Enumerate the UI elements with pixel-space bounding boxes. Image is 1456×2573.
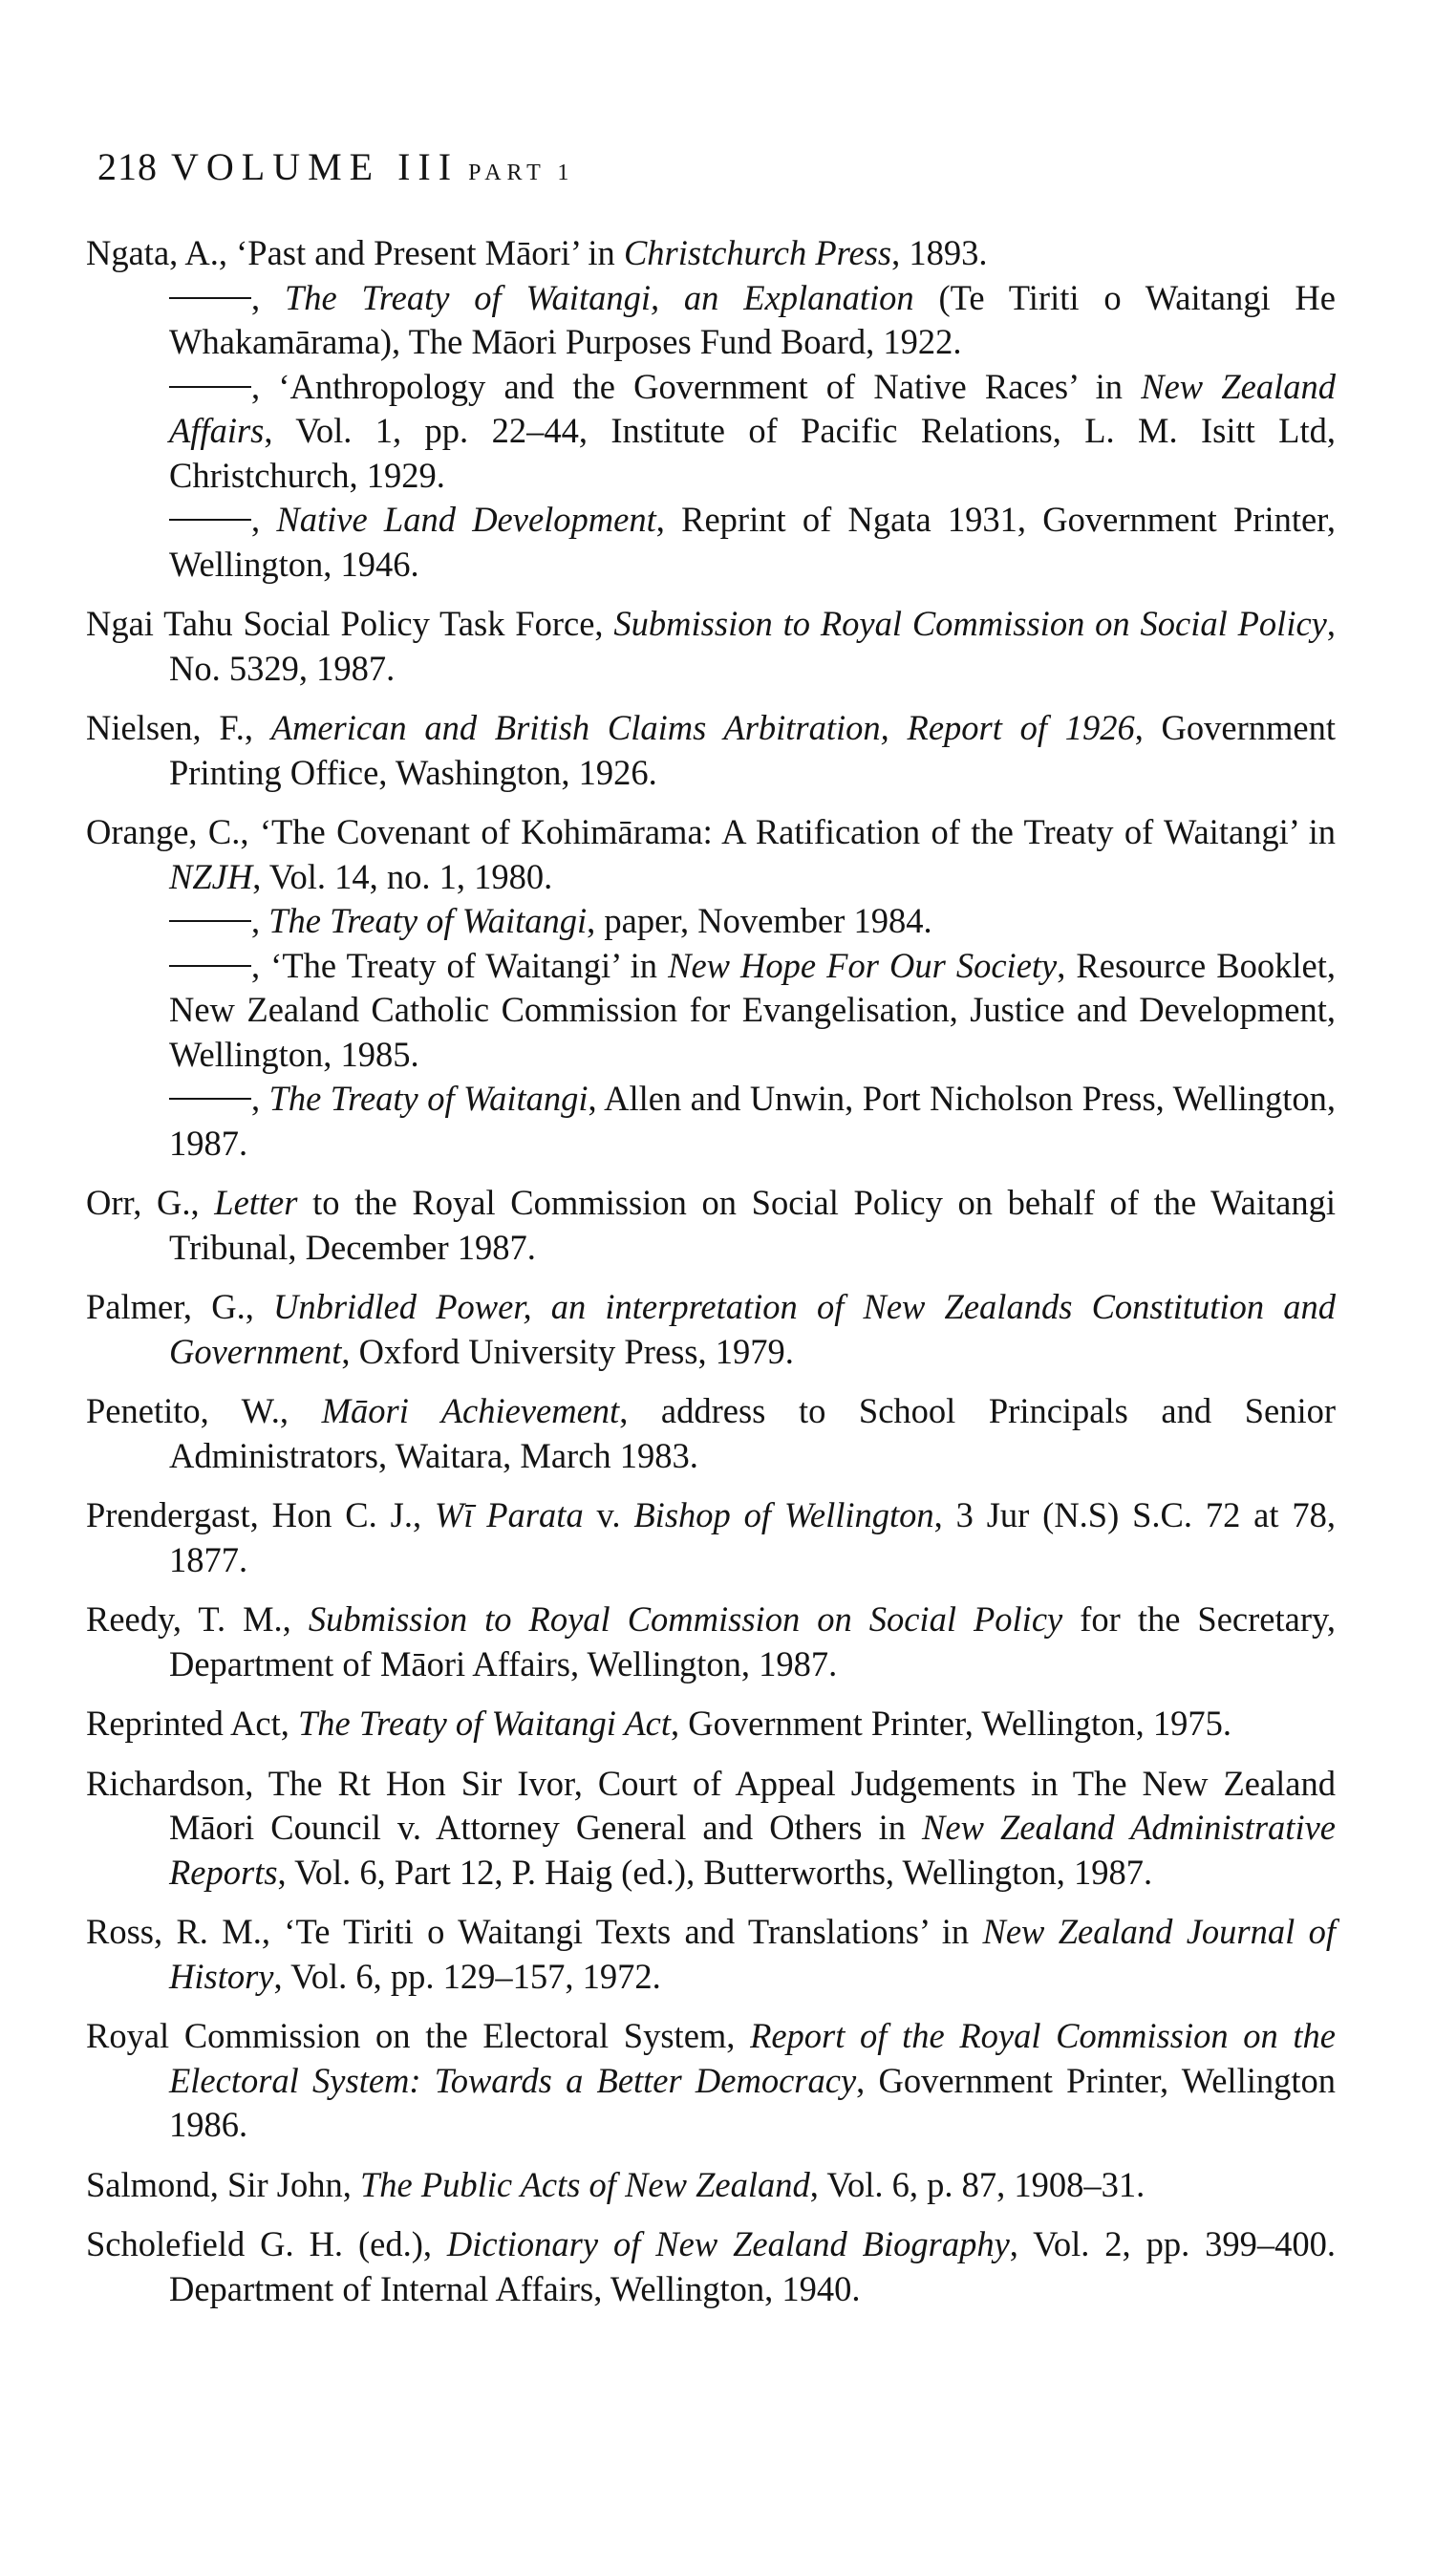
entry-text: , Vol. 1, pp. 22–44, Institute of Pacific Relations, L. M. Isitt Ltd, Christchurch, 1929. bbox=[169, 411, 1336, 495]
entry-text: , bbox=[251, 901, 269, 940]
entry-text: Nielsen, F., bbox=[86, 708, 271, 747]
entry-title-italic: New Zealand Administrative Reports bbox=[169, 1808, 1336, 1892]
bibliography-entry bbox=[86, 1181, 1336, 1270]
entry-text: Richardson, The Rt Hon Sir Ivor, Court of Appeal Judgements in The New Zealand Māori Council v. Attorney General and Others in bbox=[86, 1763, 1336, 1847]
entry-text: , ‘The Treaty of Waitangi’ in bbox=[251, 945, 669, 985]
entry-text: Reprinted Act, bbox=[86, 1704, 298, 1743]
page-number: 218 bbox=[97, 145, 158, 188]
bibliography-entry bbox=[86, 1285, 1336, 1374]
bibliography-entry bbox=[86, 1702, 1336, 1747]
entry-text: , Allen and Unwin, Port Nicholson Press, Wellington, 1987. bbox=[169, 1079, 1336, 1163]
entry-text: for the Secretary, Department of Māori Affairs, Wellington, 1987. bbox=[169, 1599, 1336, 1683]
bibliography-entry bbox=[86, 706, 1336, 795]
entry-title-italic: Bishop of Wellington bbox=[633, 1495, 934, 1534]
running-head bbox=[97, 143, 574, 197]
entry-text: Salmond, Sir John, bbox=[86, 2164, 360, 2204]
entry-text: (Te Tiriti o Waitangi He Whakamārama), The Māori Purposes Fund Board, 1922. bbox=[169, 277, 1336, 361]
entry-title-italic: The Public Acts of New Zealand bbox=[359, 2164, 810, 2204]
bibliography-entry bbox=[86, 1389, 1336, 1478]
bibliography-entry bbox=[86, 1493, 1336, 1582]
entry-text: , Oxford University Press, 1979. bbox=[341, 1331, 794, 1371]
entry-text: , bbox=[251, 1079, 269, 1118]
repeat-author-dash bbox=[169, 386, 251, 388]
repeat-author-dash bbox=[169, 1098, 251, 1100]
entry-text: , Vol. 6, pp. 129–157, 1972. bbox=[273, 1956, 661, 1996]
bibliography-entry bbox=[86, 944, 1336, 1078]
entry-title-italic: Native Land Development bbox=[276, 500, 656, 539]
entry-text: Ngata, A., ‘Past and Present Māori’ in bbox=[86, 233, 624, 272]
entry-title-italic: Māori Achievement bbox=[321, 1391, 620, 1430]
bibliography-entry bbox=[86, 602, 1336, 691]
entry-text: Palmer, G., bbox=[86, 1287, 273, 1326]
entry-title-italic: The Treaty of Waitangi, an Explanation bbox=[284, 277, 914, 317]
repeat-author-dash bbox=[169, 965, 251, 967]
entry-title-italic: Submission to Royal Commission on Social Policy bbox=[308, 1599, 1063, 1639]
entry-text: Orange, C., ‘The Covenant of Kohimārama: A Ratification of the Treaty of Waitangi’ in bbox=[86, 812, 1336, 851]
entry-title-italic: The Treaty of Waitangi bbox=[268, 901, 588, 940]
entry-text: Prendergast, Hon C. J., bbox=[86, 1495, 435, 1534]
bibliography-entry bbox=[86, 2014, 1336, 2148]
bibliography-entry bbox=[86, 2163, 1336, 2208]
entry-text: , 1893. bbox=[891, 233, 988, 272]
entry-text: , bbox=[251, 500, 277, 539]
entry-title-italic: The Treaty of Waitangi Act bbox=[298, 1704, 672, 1743]
entry-text: Scholefield G. H. (ed.), bbox=[86, 2224, 447, 2263]
entry-text: Penetito, W., bbox=[86, 1391, 322, 1430]
entry-text: , Government Printing Office, Washington, 1926. bbox=[169, 708, 1336, 792]
entry-text: , No. 5329, 1987. bbox=[169, 604, 1336, 688]
bibliography-entry bbox=[86, 1910, 1336, 1999]
volume-label: VOLUME III bbox=[171, 145, 460, 188]
bibliography-entry bbox=[86, 2222, 1336, 2311]
entry-title-italic: Unbridled Power, an interpretation of New Zealands Constitution and Government bbox=[169, 1287, 1336, 1371]
entry-title-italic: The Treaty of Waitangi bbox=[268, 1079, 589, 1118]
entry-title-italic: American and British Claims Arbitration, Report of 1926 bbox=[270, 708, 1135, 747]
bibliography-list bbox=[86, 231, 1336, 2326]
entry-text: , bbox=[251, 277, 285, 317]
entry-title-italic: Wī Parata bbox=[434, 1495, 584, 1534]
part-label: PART 1 bbox=[468, 161, 575, 185]
bibliography-entry bbox=[86, 365, 1336, 499]
bibliography-entry bbox=[86, 231, 1336, 276]
entry-text: , address to School Principals and Senior Administrators, Waitara, March 1983. bbox=[169, 1391, 1336, 1475]
entry-text: Orr, G., bbox=[86, 1183, 215, 1222]
entry-text: , Resource Booklet, New Zealand Catholic Commission for Evangelisation, Justice and Development, Wellington, 1985. bbox=[169, 945, 1336, 1074]
entry-title-italic: Christchurch Press bbox=[623, 233, 892, 272]
bibliography-entry bbox=[86, 276, 1336, 365]
entry-title-italic: NZJH bbox=[169, 856, 253, 896]
bibliography-entry bbox=[86, 1597, 1336, 1686]
entry-text: , Vol. 6, Part 12, P. Haig (ed.), Butterworths, Wellington, 1987. bbox=[277, 1852, 1153, 1892]
entry-text: , Government Printer, Wellington 1986. bbox=[169, 2060, 1336, 2144]
entry-title-italic: Report of the Royal Commission on the Electoral System: Towards a Better Democracy bbox=[169, 2016, 1336, 2100]
entry-text: , paper, November 1984. bbox=[587, 901, 932, 940]
entry-title-italic: Submission to Royal Commission on Social Policy bbox=[613, 604, 1327, 643]
repeat-author-dash bbox=[169, 519, 251, 521]
entry-text: , Reprint of Ngata 1931, Government Printer, Wellington, 1946. bbox=[169, 500, 1336, 584]
entry-text: to the Royal Commission on Social Policy on behalf of the Waitangi Tribunal, December 1987. bbox=[169, 1183, 1336, 1267]
entry-text: Reedy, T. M., bbox=[86, 1599, 309, 1639]
entry-title-italic: Letter bbox=[214, 1183, 298, 1222]
entry-text: , 3 Jur (N.S) S.C. 72 at 78, 1877. bbox=[169, 1495, 1336, 1579]
entry-text: Ngai Tahu Social Policy Task Force, bbox=[86, 604, 614, 643]
bibliography-entry bbox=[86, 498, 1336, 587]
entry-title-italic: New Zealand Journal of History bbox=[169, 1912, 1336, 1996]
entry-text: , Vol. 2, pp. 399–400. Department of Internal Affairs, Wellington, 1940. bbox=[169, 2224, 1336, 2308]
bibliography-entry bbox=[86, 810, 1336, 899]
entry-text: , Government Printer, Wellington, 1975. bbox=[671, 1704, 1231, 1743]
entry-text: v. bbox=[583, 1495, 634, 1534]
repeat-author-dash bbox=[169, 297, 251, 299]
repeat-author-dash bbox=[169, 920, 251, 922]
bibliography-entry bbox=[86, 899, 1336, 944]
entry-text: , Vol. 6, p. 87, 1908–31. bbox=[809, 2164, 1146, 2204]
entry-title-italic: New Zealand Affairs bbox=[169, 366, 1336, 450]
bibliography-entry bbox=[86, 1762, 1336, 1896]
entry-title-italic: New Hope For Our Society bbox=[668, 945, 1058, 985]
entry-text: Ross, R. M., ‘Te Tiriti o Waitangi Texts and Translations’ in bbox=[86, 1912, 983, 1951]
entry-text: , ‘Anthropology and the Government of Native Races’ in bbox=[251, 366, 1142, 406]
entry-text: Royal Commission on the Electoral System, bbox=[86, 2016, 751, 2055]
entry-text: , Vol. 14, no. 1, 1980. bbox=[252, 856, 553, 896]
bibliography-entry bbox=[86, 1077, 1336, 1166]
entry-title-italic: Dictionary of New Zealand Biography bbox=[446, 2224, 1010, 2263]
